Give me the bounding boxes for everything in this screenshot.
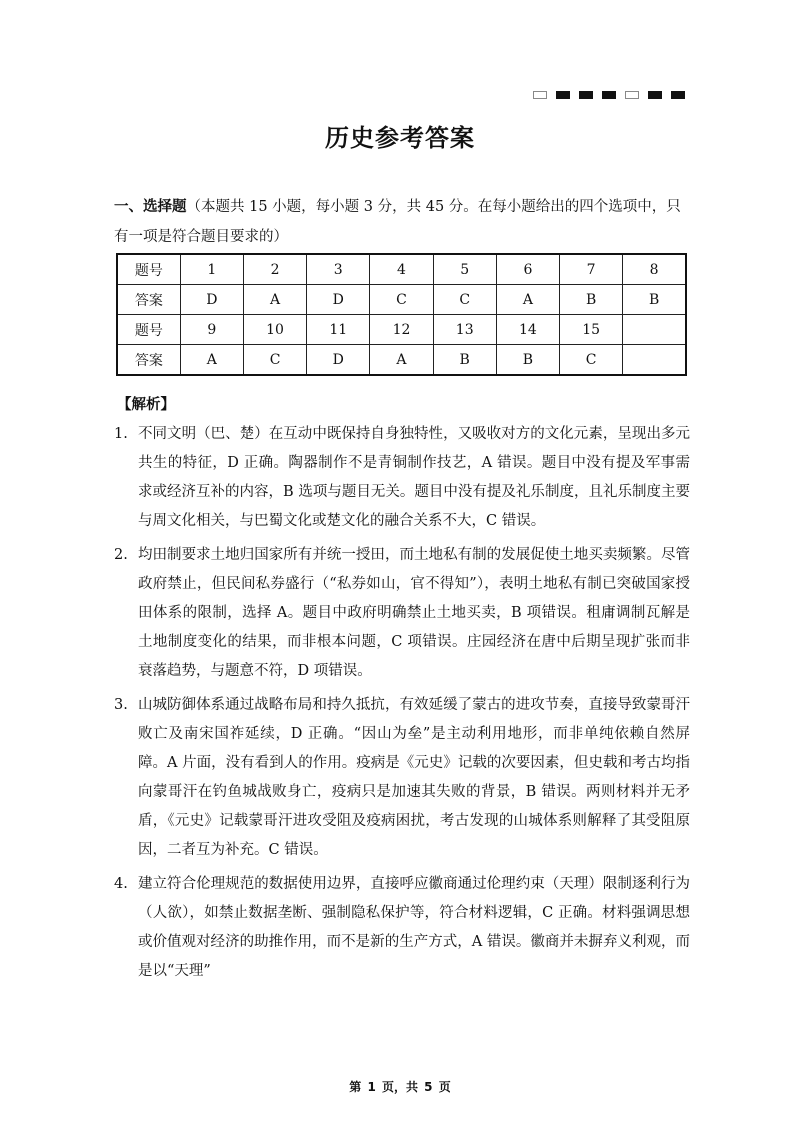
table-cell: 11 bbox=[307, 315, 370, 345]
table-cell bbox=[623, 345, 686, 376]
question-number-row bbox=[117, 254, 686, 285]
table-cell: 9 bbox=[180, 315, 243, 345]
table-cell: A bbox=[370, 345, 433, 376]
analysis-item bbox=[114, 870, 690, 986]
table-cell: A bbox=[496, 285, 559, 315]
filled-block-mark bbox=[556, 91, 570, 99]
item-text: 不同文明（巴、楚）在互动中既保持自身独特性，又吸收对方的文化元素，呈现出多元共生的特征，D 正确。陶器制作不是青铜制作技艺，A 错误。题目中没有提及军事需求或经济互补的内容，B 选项与题目无关。题目中没有提及礼乐制度，且礼乐制度主要与周文化相关，与巴蜀文化或楚文化的融合关系不大，C 错误。 bbox=[138, 426, 690, 529]
table-cell: A bbox=[243, 285, 306, 315]
table-cell: 8 bbox=[623, 254, 686, 285]
table-cell: 14 bbox=[496, 315, 559, 345]
table-cell: B bbox=[496, 345, 559, 376]
question-number-row bbox=[117, 315, 686, 345]
filled-block-mark bbox=[648, 91, 662, 99]
item-text: 山城防御体系通过战略布局和持久抵抗，有效延缓了蒙古的进攻节奏，直接导致蒙哥汗败亡及南宋国祚延续，D 正确。“因山为垒”是主动利用地形，而非单纯依赖自然屏障。A 片面，没有看到人的作用。疫病是《元史》记载的次要因素，但史载和考古均指向蒙哥汗在钓鱼城战败身亡，疫病只是加速其失败的背景，B 错误。两则材料并无矛盾，《元史》记载蒙哥汗进攻受阻及疫病困扰，考古发现的山城体系则解释了其受阻原因，二者互为补充。C 错误。 bbox=[138, 697, 690, 858]
table-cell: C bbox=[243, 345, 306, 376]
row-header-cell: 答案 bbox=[117, 285, 180, 315]
section-label: 一、选择题 bbox=[114, 198, 187, 215]
analysis-item bbox=[114, 691, 690, 865]
table-cell: B bbox=[560, 285, 623, 315]
page-title: 历史参考答案 bbox=[325, 123, 475, 152]
answer-row bbox=[117, 285, 686, 315]
item-number: 2. bbox=[114, 547, 128, 563]
filled-block-mark bbox=[602, 91, 616, 99]
answer-row bbox=[117, 345, 686, 376]
row-header-cell: 答案 bbox=[117, 345, 180, 376]
table-cell: C bbox=[433, 285, 496, 315]
empty-block-mark bbox=[625, 91, 639, 99]
item-text: 均田制要求土地归国家所有并统一授田，而土地私有制的发展促使土地买卖频繁。尽管政府禁止，但民间私券盛行（“私券如山，官不得知”），表明土地私有制已突破国家授田体系的限制，选择 A。题目中政府明确禁止土地买卖，B 项错误。租庸调制瓦解是土地制度变化的结果，而非根本问题，C 项错误。庄园经济在唐中后期呈现扩张而非衰落趋势，与题意不符，D 项错误。 bbox=[138, 547, 690, 679]
table-cell: D bbox=[307, 285, 370, 315]
table-cell: 15 bbox=[560, 315, 623, 345]
table-cell: 10 bbox=[243, 315, 306, 345]
table-cell: C bbox=[370, 285, 433, 315]
table-cell: 2 bbox=[243, 254, 306, 285]
item-number: 4. bbox=[114, 876, 128, 892]
table-cell: 5 bbox=[433, 254, 496, 285]
table-cell: 1 bbox=[180, 254, 243, 285]
table-cell: 3 bbox=[307, 254, 370, 285]
header-marks bbox=[533, 91, 685, 99]
item-text: 建立符合伦理规范的数据使用边界，直接呼应徽商通过伦理约束（天理）限制逐利行为（人欲），如禁止数据垄断、强制隐私保护等，符合材料逻辑，C 正确。材料强调思想或价值观对经济的助推作用，而不是新的生产方式，A 错误。徽商并未摒弃义利观，而是以“天理” bbox=[138, 876, 690, 979]
empty-block-mark bbox=[533, 91, 547, 99]
table-cell: B bbox=[623, 285, 686, 315]
filled-block-mark bbox=[671, 91, 685, 99]
table-cell: B bbox=[433, 345, 496, 376]
filled-block-mark bbox=[579, 91, 593, 99]
row-header-cell: 题号 bbox=[117, 254, 180, 285]
table-cell: 4 bbox=[370, 254, 433, 285]
table-cell: 7 bbox=[560, 254, 623, 285]
table-cell: C bbox=[560, 345, 623, 376]
table-cell: D bbox=[307, 345, 370, 376]
analysis-list bbox=[114, 420, 690, 991]
table-cell: A bbox=[180, 345, 243, 376]
section-heading bbox=[114, 192, 689, 252]
analysis-item bbox=[114, 420, 690, 536]
analysis-item bbox=[114, 541, 690, 686]
item-number: 3. bbox=[114, 697, 128, 713]
page-footer: 第 1 页，共 5 页 bbox=[349, 1080, 451, 1094]
table-cell: 12 bbox=[370, 315, 433, 345]
item-number: 1. bbox=[114, 426, 128, 442]
row-header-cell: 题号 bbox=[117, 315, 180, 345]
table-cell: D bbox=[180, 285, 243, 315]
section-description: （本题共 15 小题，每小题 3 分，共 45 分。在每小题给出的四个选项中，只有一项是符合题目要求的） bbox=[114, 199, 681, 245]
answer-table bbox=[116, 253, 687, 376]
analysis-heading: 【解析】 bbox=[117, 396, 175, 413]
table-cell: 13 bbox=[433, 315, 496, 345]
table-cell: 6 bbox=[496, 254, 559, 285]
table-cell bbox=[623, 315, 686, 345]
